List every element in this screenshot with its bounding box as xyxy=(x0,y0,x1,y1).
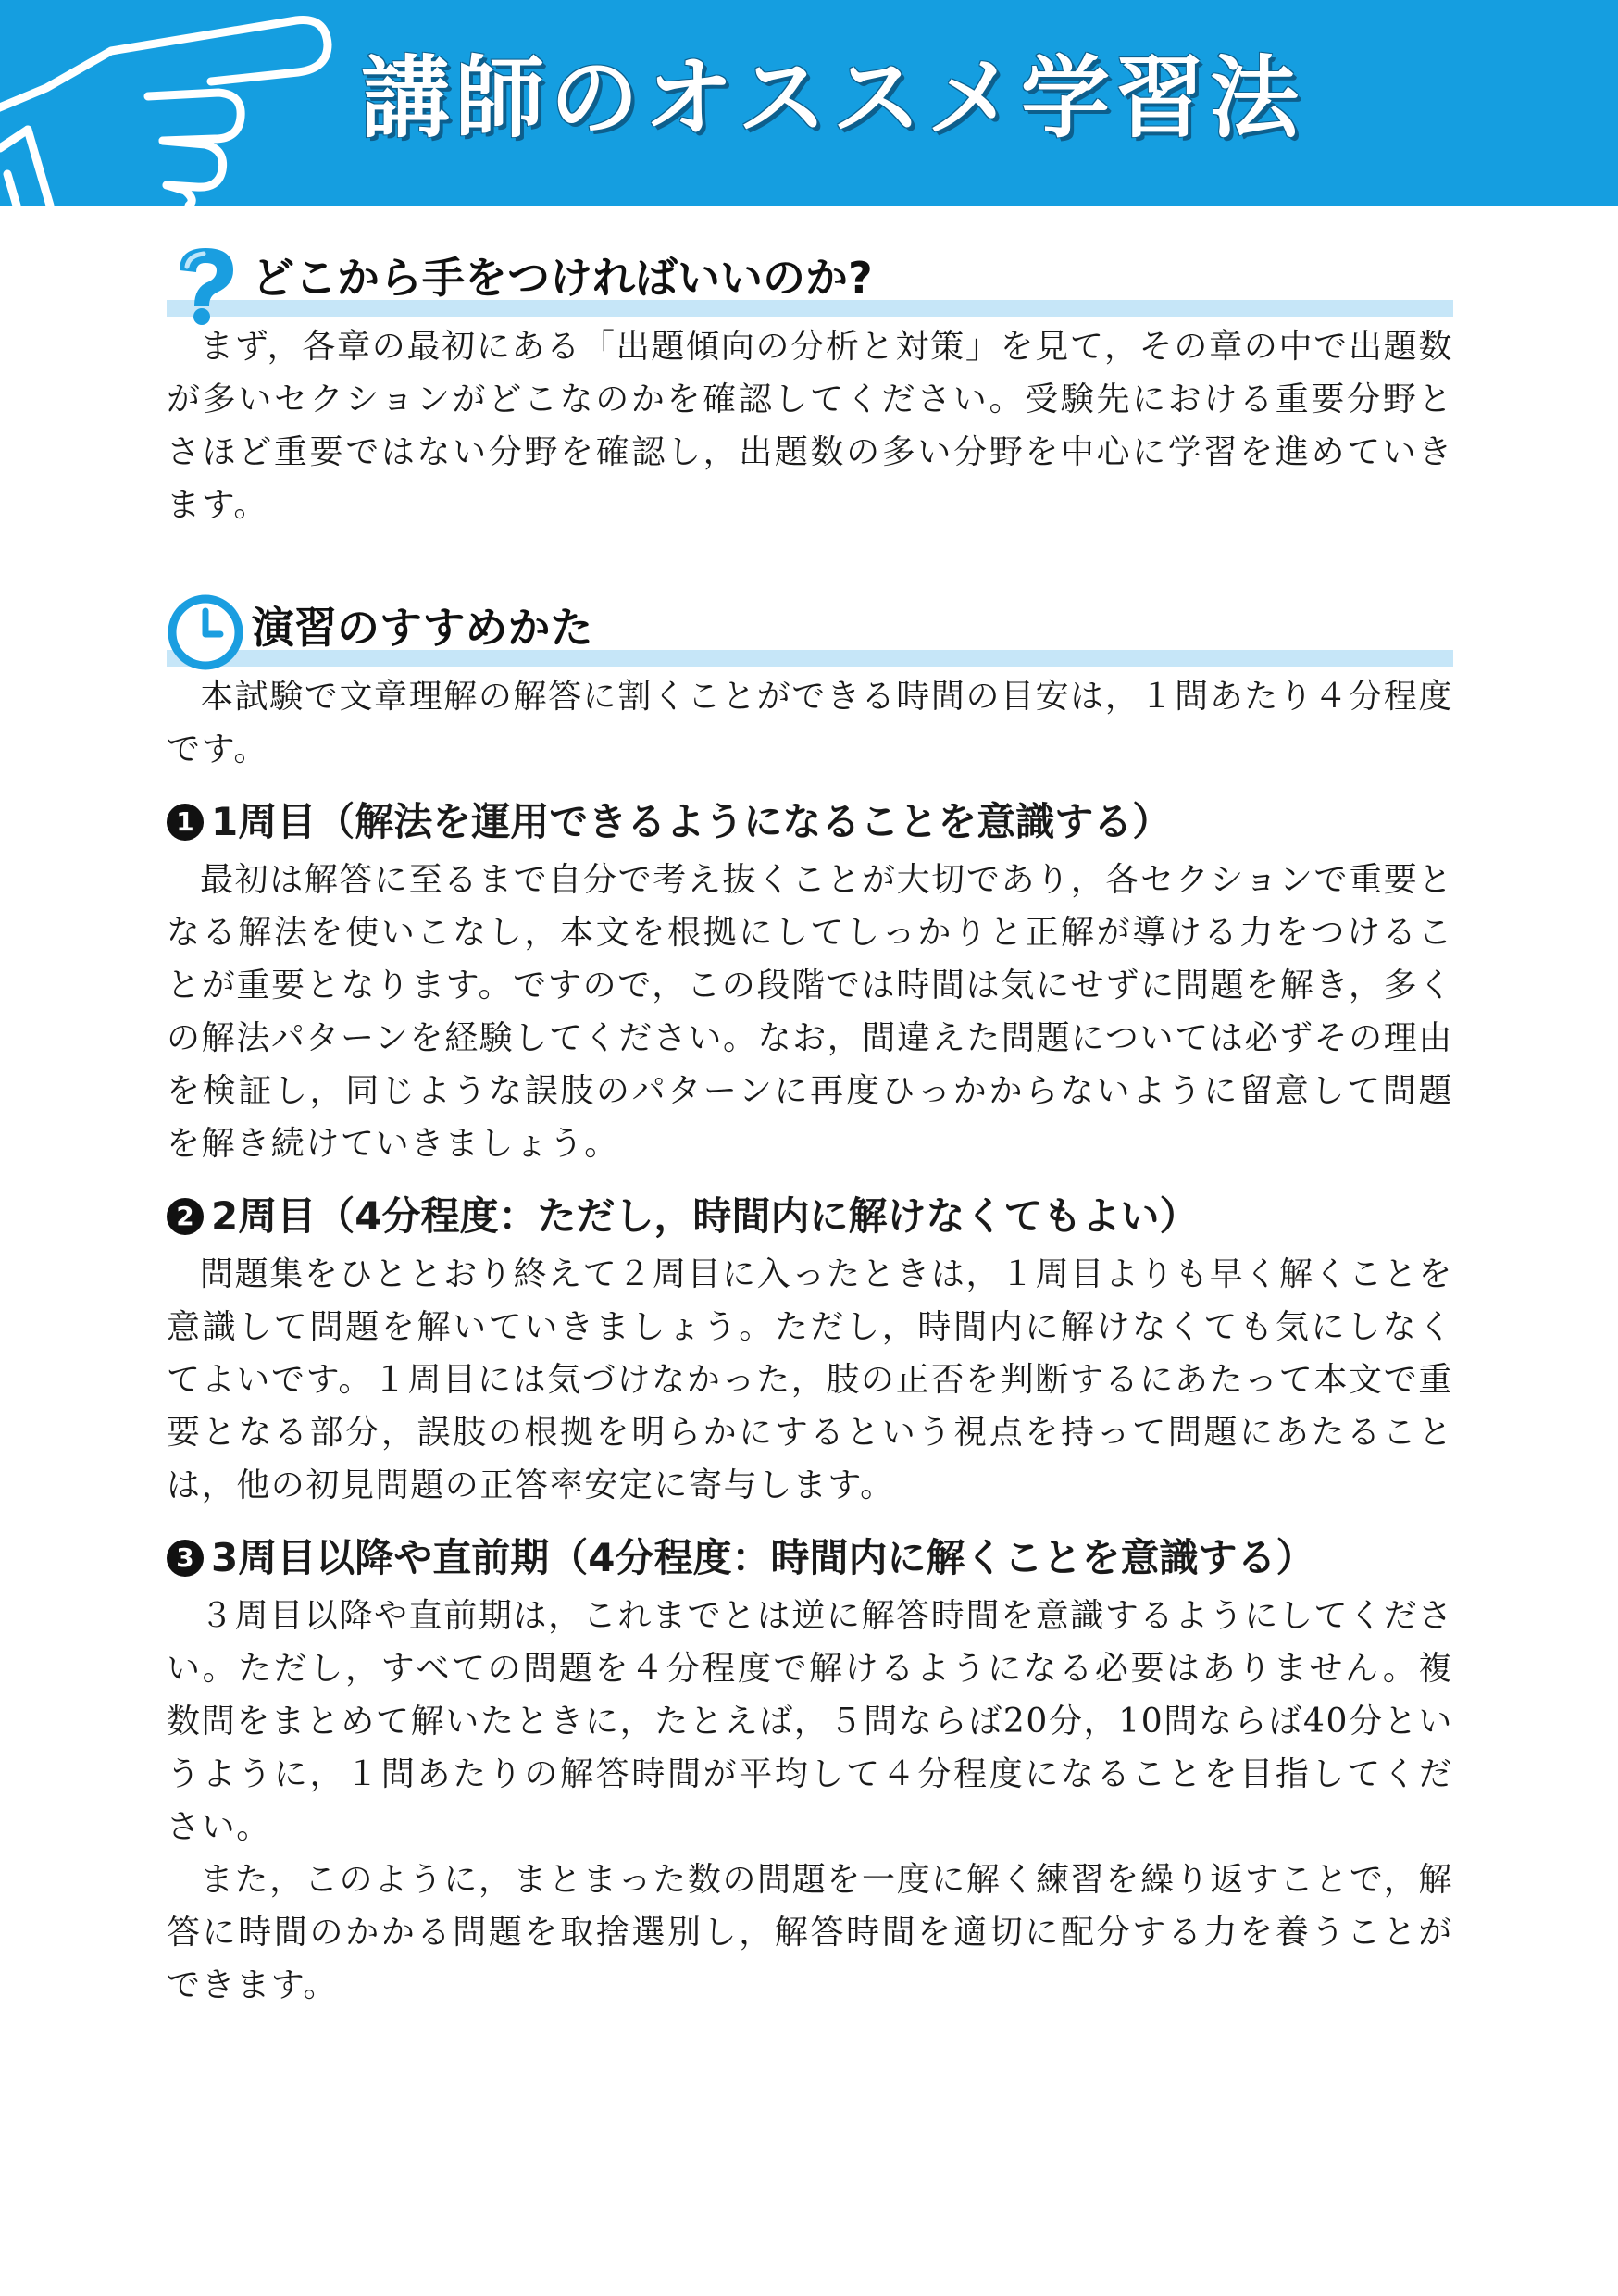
number-badge: 3 xyxy=(167,1540,204,1577)
section-title: どこから手をつければいいのか? xyxy=(252,253,873,303)
subsection-title: 2周目（4分程度：ただし，時間内に解けなくてもよい） xyxy=(211,1193,1199,1239)
section-heading xyxy=(167,243,1453,320)
section-intro: 本試験で文章理解の解答に割くことができる時間の目安は，１問あたり４分程度です。 xyxy=(167,678,1453,768)
clock-icon xyxy=(167,593,246,672)
section-paragraph: まず，各章の最初にある「出題傾向の分析と対策」を見て，その章の中で出題数が多いセクションがどこなのかを確認してください。受験先における重要分野とさほど重要ではない分野を確認し，出題数の多い分野を中心に学習を進めていきます。 xyxy=(167,328,1453,524)
subsection-paragraph: また，このように，まとまった数の問題を一度に解く練習を繰り返すことで，解答に時間のかかる問題を取捨選別し，解答時間を適切に配分する力を養うことができます。 xyxy=(167,1861,1453,2004)
subsection-heading-3 xyxy=(167,1532,1453,1584)
page-title: 講師のオススメ学習法 xyxy=(361,46,1305,150)
page-banner xyxy=(0,0,1618,206)
section-title: 演習のすすめかた xyxy=(252,603,593,653)
subsection-paragraph: ３周目以降や直前期は，これまでとは逆に解答時間を意識するようにしてください。ただし，すべての問題を４分程度で解けるようになる必要はありません。複数問をまとめて解いたときに，たとえば，５問ならば20分，10問ならば40分というように，１問あたりの解答時間が平均して４分程度になることを目指してください。 xyxy=(167,1597,1453,1846)
pointing-hand-icon xyxy=(0,0,352,206)
section-heading xyxy=(167,593,1453,670)
subsection-heading-1 xyxy=(167,796,1453,848)
subsection-title: 3周目以降や直前期（4分程度：時間内に解くことを意識する） xyxy=(211,1535,1315,1580)
number-badge: 2 xyxy=(167,1198,204,1235)
subsection-paragraph: 最初は解答に至るまで自分で考え抜くことが大切であり，各セクションで重要となる解法を使いこなし，本文を根拠にしてしっかりと正解が導ける力をつけることが重要となります。ですので，この段階では時間は気にせずに問題を解き，多くの解法パターンを経験してください。なお，間違えた問題については必ずその理由を検証し，同じような誤肢のパターンに再度ひっかからないように留意して問題を解き続けていきましょう。 xyxy=(167,861,1453,1163)
section-where-to-start xyxy=(167,243,1453,531)
subsection-paragraph: 問題集をひととおり終えて２周目に入ったときは，１周目よりも早く解くことを意識して問題を解いていきましょう。ただし，時間内に解けなくても気にしなくてよいです。１周目には気づけなかった，肢の正否を判断するにあたって本文で重要となる部分，誤肢の根拠を明らかにするという視点を持って問題にあたることは，他の初見問題の正答率安定に寄与します。 xyxy=(167,1255,1453,1504)
section-practice-method xyxy=(167,593,1453,2012)
number-badge: 1 xyxy=(167,804,204,841)
subsection-title: 1周目（解法を運用できるようになることを意識する） xyxy=(211,799,1172,844)
question-mark-icon xyxy=(167,243,246,326)
subsection-heading-2 xyxy=(167,1191,1453,1242)
